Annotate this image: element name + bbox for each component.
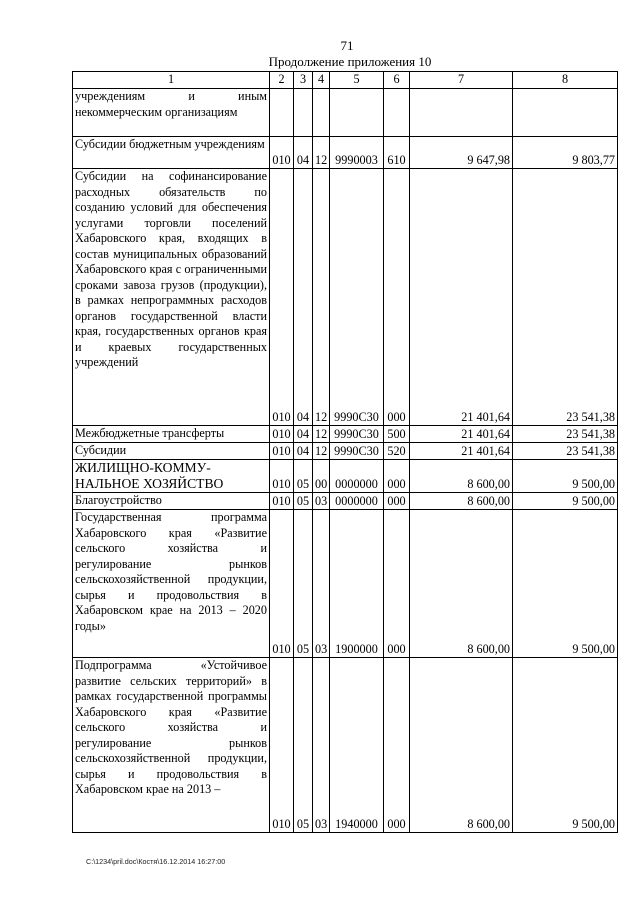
cell-vr: 520 — [384, 443, 410, 460]
cell-ved: 010 — [270, 426, 294, 443]
cell-name: Благоустройство — [73, 493, 270, 510]
header-col-6: 6 — [384, 72, 410, 89]
cell-name: Государственная программа Хабаровского края «Развитие сельского хозяйства и регулирование рынков сельскохозяйственной продукции, сырья и продовольствия в Хабаровском крае на 2013 – 2020 годы» — [73, 510, 270, 658]
cell-ved: 010 — [270, 169, 294, 426]
cell-pr: 12 — [313, 137, 330, 169]
cell-csr: 1940000 — [330, 658, 384, 833]
cell-rz: 05 — [294, 510, 313, 658]
table-row — [73, 460, 618, 493]
continuation-title: Продолжение приложения 10 — [268, 54, 432, 69]
cell-sum-2020: 23 541,38 — [513, 443, 618, 460]
cell-pr: 12 — [313, 426, 330, 443]
cell-vr — [384, 89, 410, 137]
cell-pr: 03 — [313, 658, 330, 833]
header-col-4: 4 — [313, 72, 330, 89]
cell-vr: 000 — [384, 460, 410, 493]
header-col-3: 3 — [294, 72, 313, 89]
cell-vr: 000 — [384, 658, 410, 833]
cell-pr: 03 — [313, 510, 330, 658]
cell-pr: 12 — [313, 443, 330, 460]
table-row — [73, 89, 618, 137]
cell-csr: 9990С30 — [330, 443, 384, 460]
cell-sum-2020: 9 500,00 — [513, 658, 618, 833]
header-col-5: 5 — [330, 72, 384, 89]
cell-sum-2019: 9 647,98 — [410, 137, 513, 169]
cell-name: Субсидии бюджетным учреждениям — [73, 137, 270, 169]
cell-name: Субсидии — [73, 443, 270, 460]
table-body — [73, 89, 618, 833]
cell-sum-2019: 8 600,00 — [410, 460, 513, 493]
cell-rz: 05 — [294, 658, 313, 833]
cell-ved: 010 — [270, 493, 294, 510]
cell-sum-2019: 8 600,00 — [410, 510, 513, 658]
cell-ved: 010 — [270, 443, 294, 460]
cell-csr: 9990С30 — [330, 169, 384, 426]
cell-csr: 9990003 — [330, 137, 384, 169]
cell-pr: 03 — [313, 493, 330, 510]
cell-sum-2020: 9 500,00 — [513, 460, 618, 493]
table-header-row — [73, 72, 618, 89]
cell-sum-2019: 21 401,64 — [410, 169, 513, 426]
cell-rz: 05 — [294, 493, 313, 510]
header-col-7: 7 — [410, 72, 513, 89]
cell-sum-2019: 8 600,00 — [410, 658, 513, 833]
cell-name: Подпрограмма «Устойчивое развитие сельских территорий» в рамках государственной программы Хабаровского края «Развитие сельского хозяйства и регулирование рынков сельскохозяйственной продукции, сырья и продовольствия в Хабаровском крае на 2013 – — [73, 658, 270, 833]
table-row — [73, 658, 618, 833]
cell-rz: 05 — [294, 460, 313, 493]
header-col-2: 2 — [270, 72, 294, 89]
cell-csr — [330, 89, 384, 137]
cell-name: Субсидии на софинансирование расходных обязательств по созданию условий для обеспечения услугами торговли поселений Хабаровского края, входящих в состав муниципальных образований Хабаровского края с ограниченными сроками завоза грузов (продукции), в рамках непрограммных расходов органов государственной власти края, государственных органов края и краевых государственных учреждений — [73, 169, 270, 426]
cell-sum-2020: 9 500,00 — [513, 510, 618, 658]
table-row — [73, 169, 618, 426]
cell-csr: 0000000 — [330, 493, 384, 510]
cell-pr — [313, 89, 330, 137]
cell-pr: 12 — [313, 169, 330, 426]
cell-sum-2019: 21 401,64 — [410, 426, 513, 443]
cell-sum-2020: 23 541,38 — [513, 169, 618, 426]
cell-vr: 610 — [384, 137, 410, 169]
cell-name: ЖИЛИЩНО-КОММУ-НАЛЬНОЕ ХОЗЯЙСТВО — [73, 460, 270, 493]
cell-csr: 1900000 — [330, 510, 384, 658]
cell-sum-2019: 8 600,00 — [410, 493, 513, 510]
cell-vr: 000 — [384, 169, 410, 426]
table-row — [73, 443, 618, 460]
table-row — [73, 426, 618, 443]
budget-table — [72, 71, 618, 833]
cell-rz: 04 — [294, 137, 313, 169]
cell-ved: 010 — [270, 510, 294, 658]
cell-vr: 000 — [384, 510, 410, 658]
cell-csr: 9990С30 — [330, 426, 384, 443]
cell-sum-2019 — [410, 89, 513, 137]
file-path-footer: C:\1234\pril.doc\Костя\16.12.2014 16:27:00 — [86, 857, 226, 866]
cell-sum-2020 — [513, 89, 618, 137]
cell-csr: 0000000 — [330, 460, 384, 493]
cell-name: учреждениям и иным некоммерческим организациям — [73, 89, 270, 137]
header-col-1: 1 — [73, 72, 270, 89]
cell-rz: 04 — [294, 443, 313, 460]
table-row — [73, 137, 618, 169]
cell-ved: 010 — [270, 460, 294, 493]
cell-ved — [270, 89, 294, 137]
table-row — [73, 493, 618, 510]
cell-vr: 500 — [384, 426, 410, 443]
cell-pr: 00 — [313, 460, 330, 493]
table-row — [73, 510, 618, 658]
cell-sum-2020: 9 803,77 — [513, 137, 618, 169]
page-number: 71 — [340, 38, 354, 53]
cell-name: Межбюджетные трансферты — [73, 426, 270, 443]
cell-sum-2019: 21 401,64 — [410, 443, 513, 460]
cell-rz: 04 — [294, 426, 313, 443]
cell-ved: 010 — [270, 658, 294, 833]
cell-sum-2020: 23 541,38 — [513, 426, 618, 443]
cell-rz — [294, 89, 313, 137]
header-col-8: 8 — [513, 72, 618, 89]
cell-rz: 04 — [294, 169, 313, 426]
cell-vr: 000 — [384, 493, 410, 510]
cell-ved: 010 — [270, 137, 294, 169]
cell-sum-2020: 9 500,00 — [513, 493, 618, 510]
